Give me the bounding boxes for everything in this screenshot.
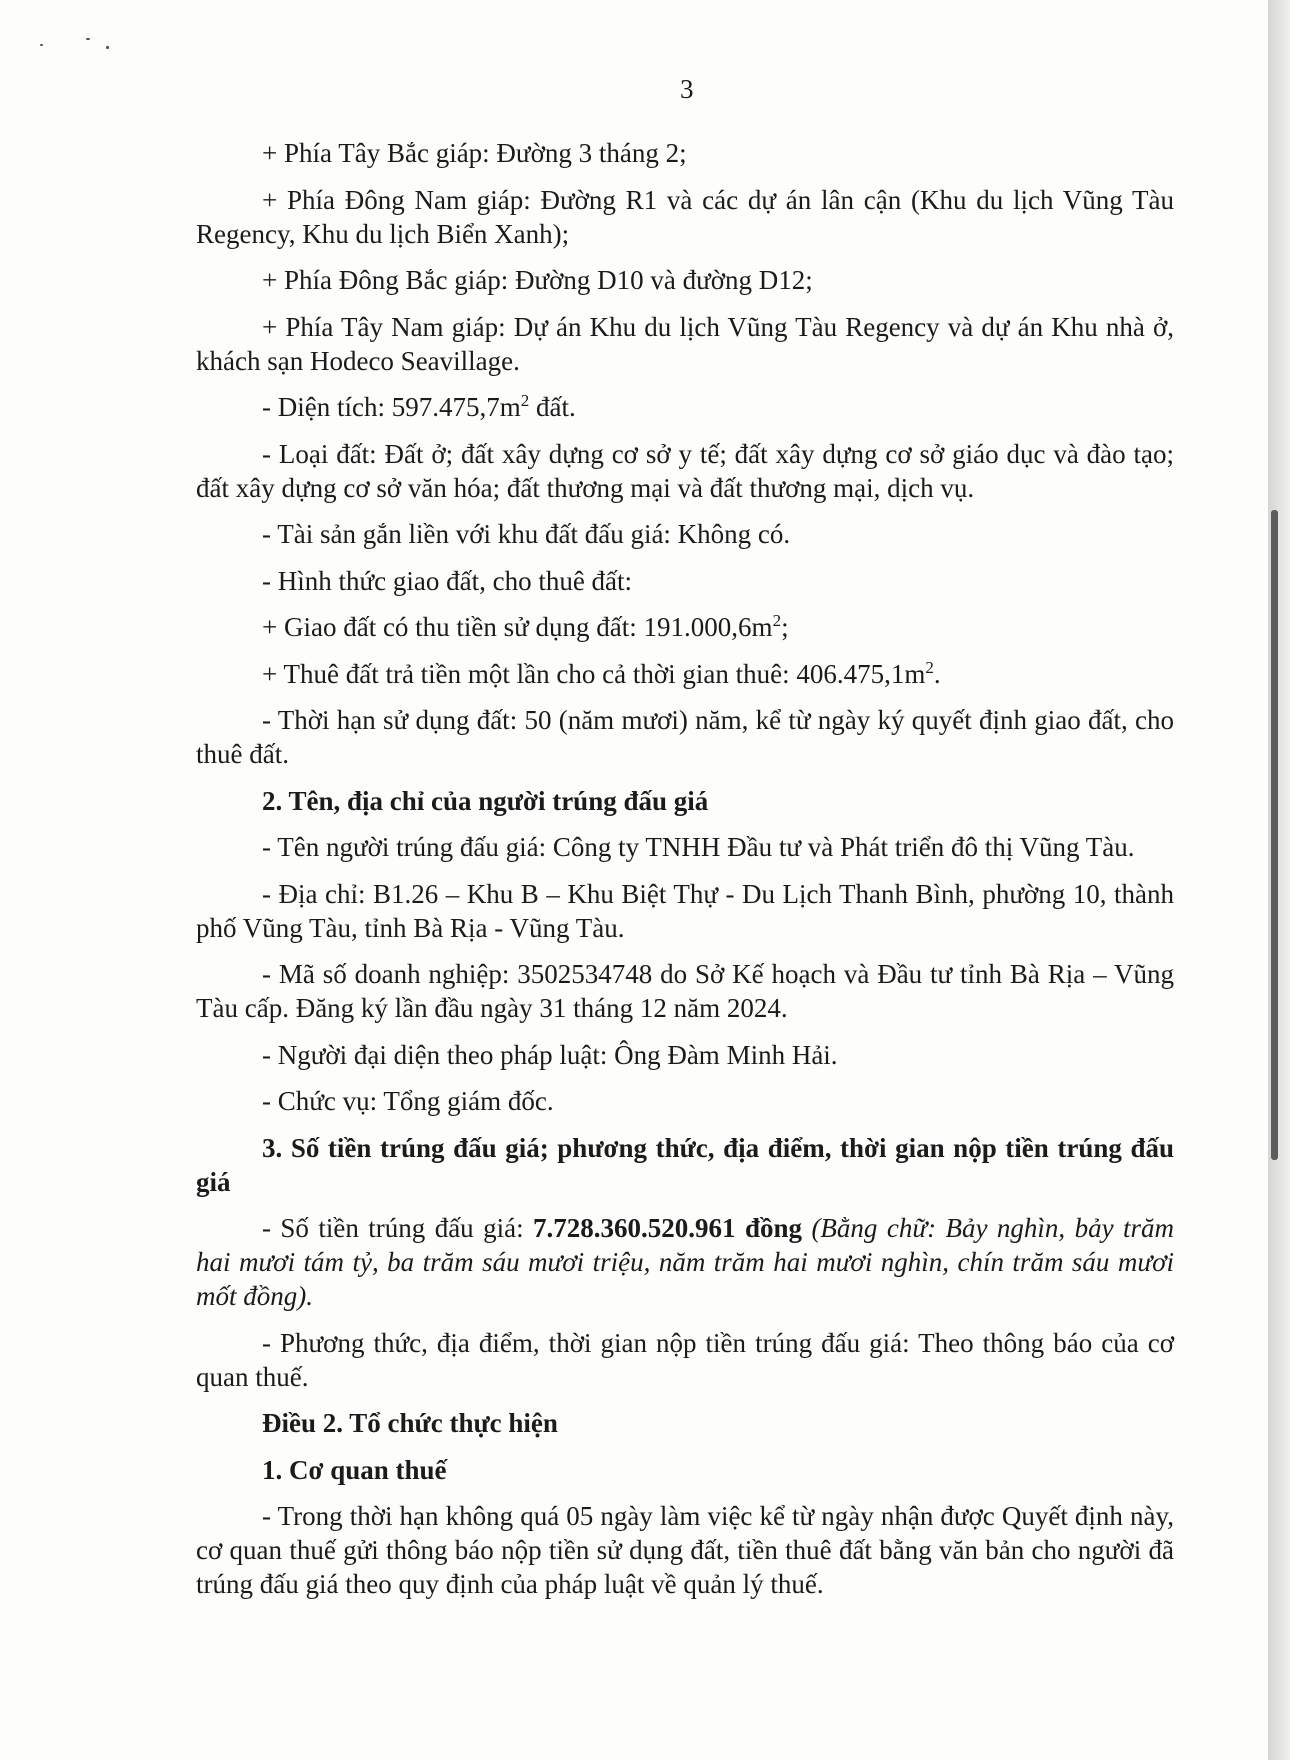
amount-in-words: (Bằng chữ: Bảy nghìn, bảy trăm hai mươi tám tỷ, ba trăm sáu mươi triệu, năm trăm hai mươi nghìn, chín trăm sáu mươi mốt đồng). <box>196 1213 1174 1311</box>
paragraph: - Chức vụ: Tổng giám đốc. <box>262 1086 554 1116</box>
paragraph: - Người đại diện theo pháp luật: Ông Đàm Minh Hải. <box>262 1039 838 1070</box>
section-heading: 3. Số tiền trúng đấu giá; phương thức, địa điểm, thời gian nộp tiền trúng đấu giá <box>196 1132 1174 1197</box>
paragraph: - Hình thức giao đất, cho thuê đất: <box>262 565 633 596</box>
superscript: 2 <box>925 657 934 677</box>
page-number: 3 <box>680 74 694 104</box>
article-heading: Điều 2. Tổ chức thực hiện <box>262 1408 558 1438</box>
paragraph: - Tài sản gắn liền với khu đất đấu giá: Không có. <box>262 519 791 549</box>
paragraph: - Phương thức, địa điểm, thời gian nộp tiền trúng đấu giá: Theo thông báo của cơ quan thuế. <box>196 1327 1174 1392</box>
paragraph-amount <box>196 1211 1174 1313</box>
paragraph-lease <box>196 657 1174 691</box>
paragraph: - Mã số doanh nghiệp: 3502534748 do Sở Kế hoạch và Đầu tư tỉnh Bà Rịa – Vũng Tàu cấp. Đăng ký lần đầu ngày 31 tháng 12 năm 2024. <box>196 959 1174 1023</box>
paragraph-allocation <box>196 610 1174 644</box>
superscript: 2 <box>772 611 782 630</box>
paragraph: + Phía Đông Bắc giáp: Đường D10 và đường D12; <box>262 265 813 295</box>
text: - Diện tích: 597.475,7m <box>262 392 521 422</box>
scan-speck <box>106 46 109 49</box>
paragraph: + Phía Tây Bắc giáp: Đường 3 tháng 2; <box>262 138 687 168</box>
paragraph: - Trong thời hạn không quá 05 ngày làm việc kể từ ngày nhận được Quyết định này, cơ quan thuế gửi thông báo nộp tiền sử dụng đất, tiền thuê đất bằng văn bản cho người đã trúng đấu giá theo quy định của pháp luật về quản lý thuế. <box>196 1501 1174 1599</box>
superscript: 2 <box>520 391 530 410</box>
document-body <box>196 136 1174 1614</box>
section-heading: 1. Cơ quan thuế <box>262 1454 447 1485</box>
text: + Thuê đất trả tiền một lần cho cả thời gian thuê: 406.475,1m <box>262 658 926 689</box>
paragraph: + Phía Đông Nam giáp: Đường R1 và các dự án lân cận (Khu du lịch Vũng Tàu Regency, Khu du lịch Biển Xanh); <box>196 184 1174 249</box>
paragraph: - Địa chỉ: B1.26 – Khu B – Khu Biệt Thự - Du Lịch Thanh Bình, phường 10, thành phố Vũng Tàu, tỉnh Bà Rịa - Vũng Tàu. <box>196 878 1174 943</box>
paragraph: - Thời hạn sử dụng đất: 50 (năm mươi) năm, kể từ ngày ký quyết định giao đất, cho thuê đất. <box>196 705 1174 769</box>
paragraph-area <box>196 390 1174 424</box>
scan-speck <box>86 38 90 40</box>
paragraph: - Loại đất: Đất ở; đất xây dựng cơ sở y tế; đất xây dựng cơ sở giáo dục và đào tạo; đất xây dựng cơ sở văn hóa; đất thương mại và đất thương mại, dịch vụ. <box>196 438 1174 503</box>
scrollbar[interactable] <box>1271 510 1278 1160</box>
text: đất. <box>529 392 576 422</box>
text: + Giao đất có thu tiền sử dụng đất: 191.000,6m <box>262 612 773 642</box>
text: - Số tiền trúng đấu giá: <box>262 1213 534 1243</box>
paragraph: - Tên người trúng đấu giá: Công ty TNHH Đầu tư và Phát triển đô thị Vũng Tàu. <box>262 832 1135 862</box>
paragraph: + Phía Tây Nam giáp: Dự án Khu du lịch Vũng Tàu Regency và dự án Khu nhà ở, khách sạn Hodeco Seavillage. <box>196 311 1174 376</box>
text: ; <box>781 612 789 642</box>
section-heading: 2. Tên, địa chỉ của người trúng đấu giá <box>262 785 709 816</box>
scan-speck <box>40 44 43 46</box>
amount-value: 7.728.360.520.961 đồng <box>533 1213 803 1243</box>
text: . <box>933 658 941 689</box>
